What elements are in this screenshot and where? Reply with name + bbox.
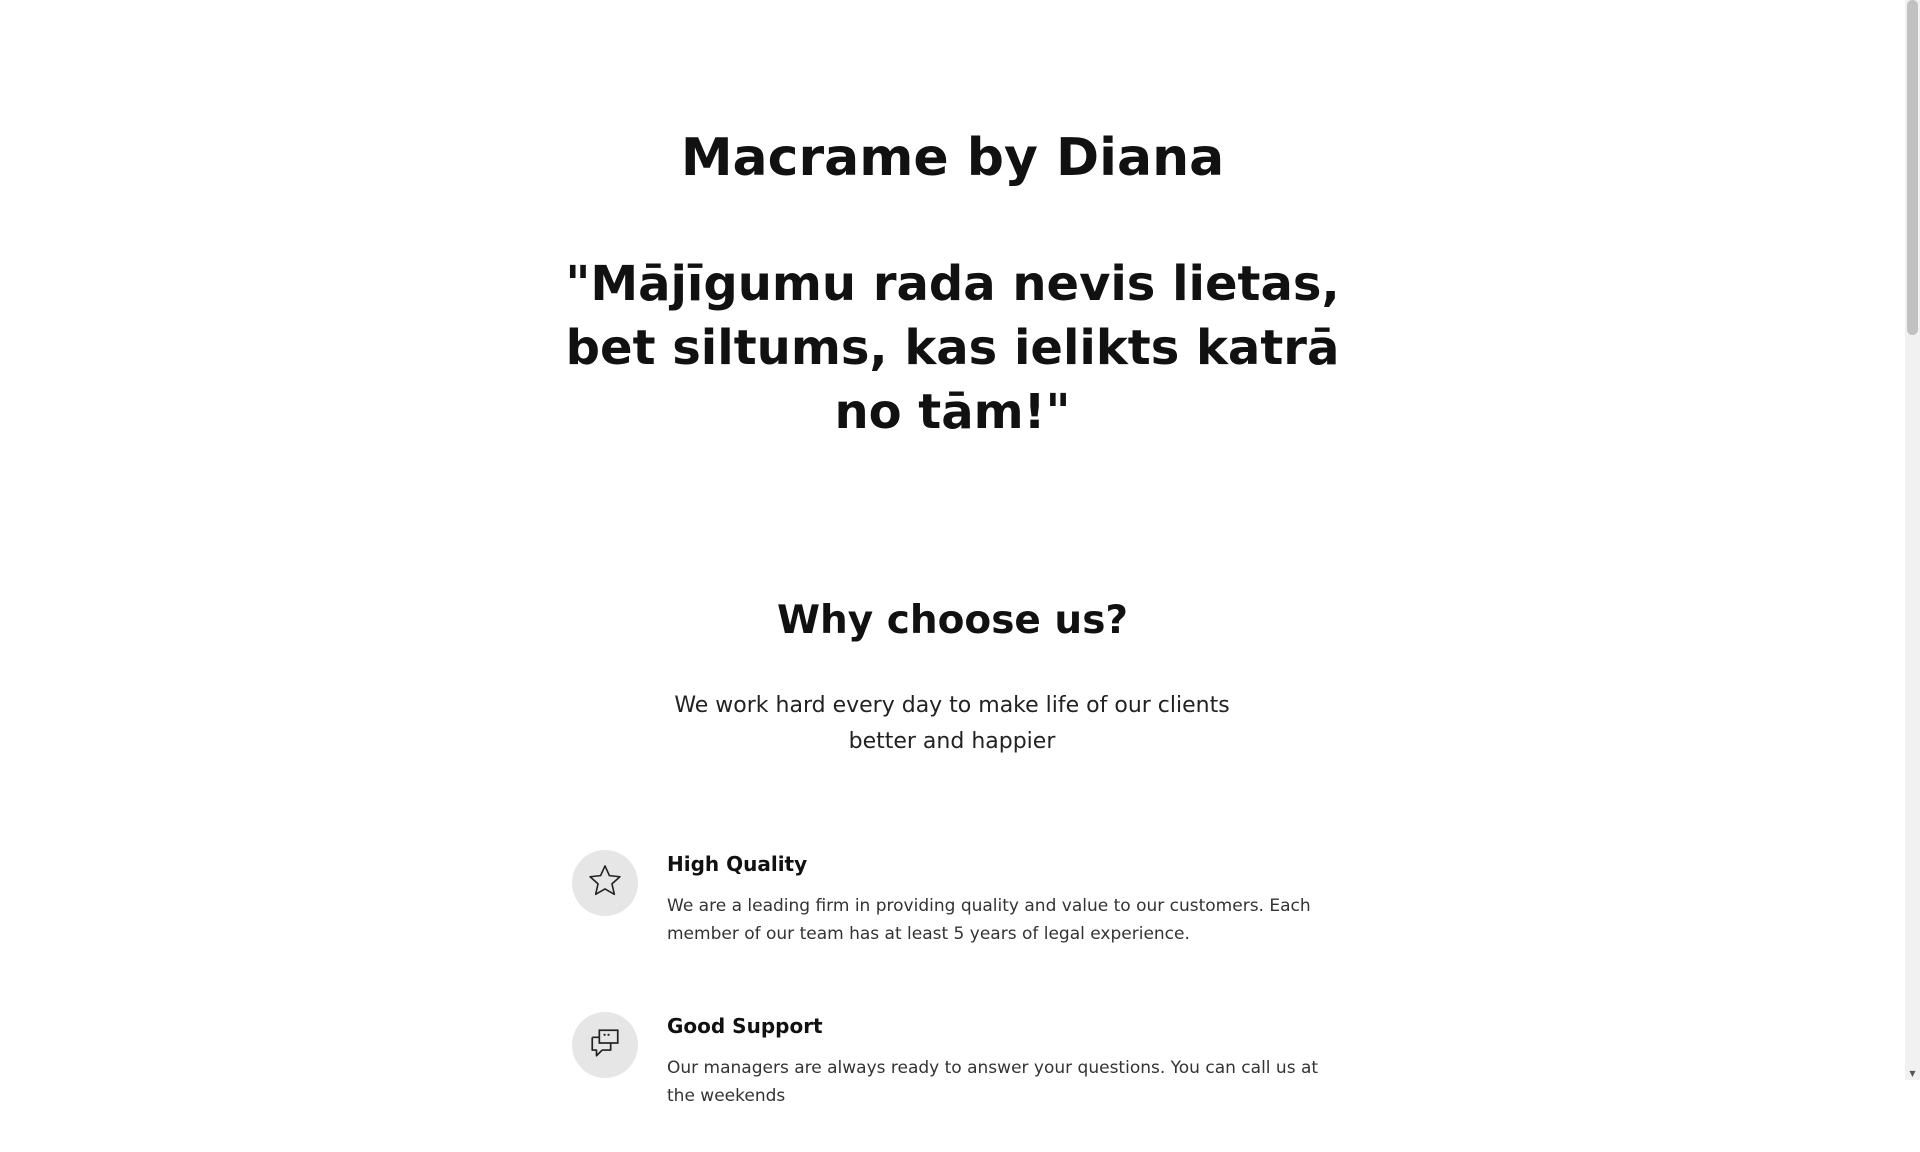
site-title: Macrame by Diana	[680, 128, 1225, 188]
feature-icon-container	[572, 850, 638, 916]
feature-icon-container	[572, 1012, 638, 1078]
why-choose-us-heading: Why choose us?	[776, 598, 1129, 643]
feature-good-support	[572, 1012, 1332, 1152]
feature-description: We are a leading firm in providing quality and value to our customers. Each member of our team has at least 5 years of legal experience.	[667, 896, 1311, 944]
star-icon	[586, 862, 624, 904]
why-choose-us-subtitle: We work hard every day to make life of our clients better and happier	[674, 693, 1230, 754]
feature-title: High Quality	[667, 852, 808, 876]
scrollbar-thumb[interactable]	[1907, 0, 1918, 335]
feature-description: Our managers are always ready to answer your questions. You can call us at the weekends	[667, 1058, 1319, 1106]
chat-icon	[588, 1026, 622, 1064]
feature-title: Good Support	[667, 1014, 823, 1038]
hero-quote: "Mājīgumu rada nevis lietas, bet siltums, kas ielikts katrā no tām!"	[565, 256, 1340, 440]
feature-high-quality	[572, 850, 1332, 990]
scroll-down-arrow-icon[interactable]: ▼	[1909, 1069, 1916, 1078]
vertical-scrollbar[interactable]	[1905, 0, 1920, 1080]
